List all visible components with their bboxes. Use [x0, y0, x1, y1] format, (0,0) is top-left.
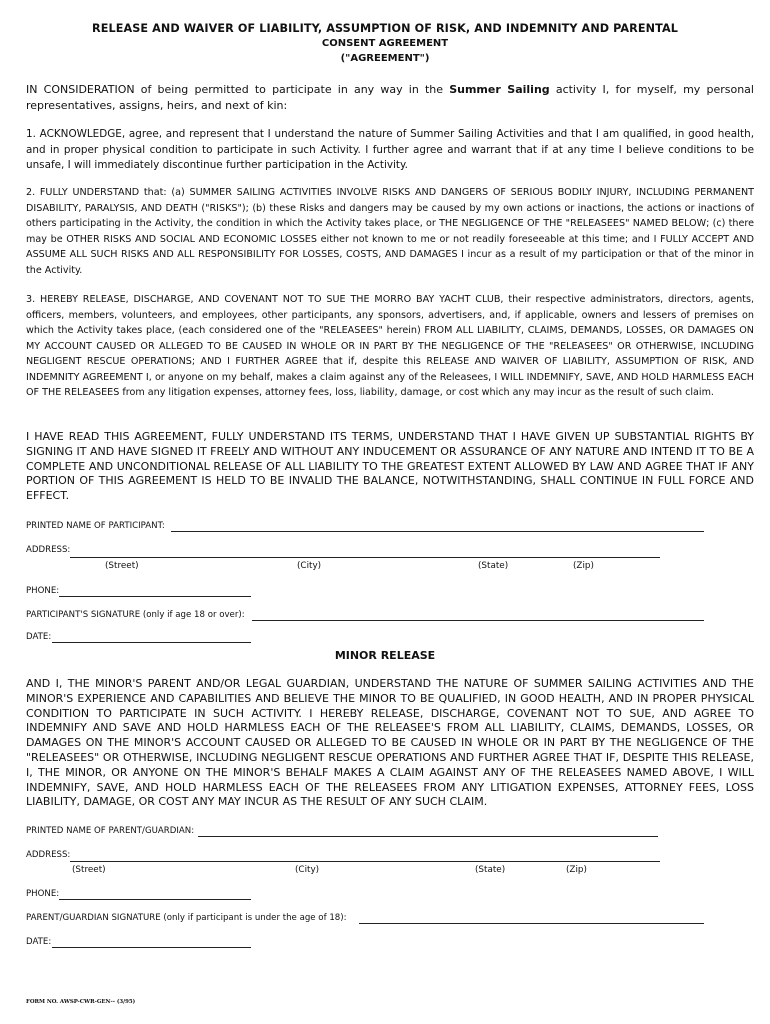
intro-suffix: activity I, for myself, my personal representatives, assigns, heirs, and next of kin:	[26, 83, 754, 112]
participant-name-field[interactable]	[171, 531, 704, 532]
minor-release-paragraph: AND I, THE MINOR'S PARENT AND/OR LEGAL GUARDIAN, UNDERSTAND THE NATURE OF SUMMER SAILING ACTIVITIES AND THE MINOR'S EXPERIENCE AND CAPABILITIES AND BELIEVE THE MINOR TO BE QUALIFIED, IN GOOD HEALTH, AND IN PROPER PHYSICAL CONDITION TO PARTICIPATE IN SUCH ACTIVITY. I HEREBY RELEASE, DISCHARGE, COVENANT NOT TO SUE, AND AGREE TO INDEMNIFY AND SAVE AND HOLD HARMLESS EACH OF THE RELEASEE'S FROM ALL LIABILITY, CLAIMS, DEMANDS, LOSSES, OR DAMAGES ON THE MINOR'S ACCOUNT CAUSED OR ALLEGED TO BE CAUSED IN WHOLE OR IN PART BY THE NEGLIGENCE OF THE "RELEASEES" OR OTHERWISE, INCLUDING NEGLIGENT RESCUE OPERATIONS AND FURTHER AGREE THAT IF, DESPITE THIS RELEASE, I, THE MINOR, OR ANYONE ON THE MINOR'S BEHALF MAKES A CLAIM AGAINST ANY OF THE RELEASEES NAMED ABOVE, I WILL INDEMNIFY, SAVE, AND HOLD HARMLESS EACH OF THE RELEASEES FROM ANY LITIGATION EXPENSES, ATTORNEY FEES, LOSS LIABILITY, DAMAGE, OR COST ANY MAY INCUR AS THE RESULT OF ANY SUCH CLAIM.	[26, 677, 754, 809]
participant-address-field[interactable]	[70, 557, 660, 558]
participant-phone-field[interactable]	[59, 596, 251, 597]
document-short-name: ("AGREEMENT")	[340, 53, 430, 64]
clause-acknowledge: 1. ACKNOWLEDGE, agree, and represent that I understand the nature of Summer Sailing Activities and that I am qualified, in good health, and in proper physical condition to participate in such Activity. I further agree and warrant that if at any time I believe conditions to be unsafe, I will immediately discontinue further participation in the Activity.	[26, 128, 754, 171]
guardian-signature-label: PARENT/GUARDIAN SIGNATURE (only if participant is under the age of 18):	[26, 913, 347, 923]
guardian-phone-field[interactable]	[59, 899, 251, 900]
clause-release: 3. HEREBY RELEASE, DISCHARGE, AND COVENANT NOT TO SUE THE MORRO BAY YACHT CLUB, their respective administrators, directors, agents, officers, members, volunteers, and employees, other participants, any sponsors, advertisers, and, if applicable, owners and lessers of premises on which the Activity takes place, (each considered one of the "RELEASEES" herein) FROM ALL LIABILITY, CLAIMS, DEMANDS, LOSSES, OR DAMAGES ON MY ACCOUNT CAUSED OR ALLEGED TO BE CAUSED IN WHOLE OR IN PART BY THE NEGLIGENCE OF THE "RELEASEES" OR OTHERWISE, INCLUDING NEGLIGENT RESCUE OPERATIONS; AND I FURTHER AGREE that if, despite this RELEASE AND WAIVER OF LIABILITY, ASSUMPTION OF RISK, AND INDEMNITY AGREEMENT I, or anyone on my behalf, makes a claim against any of the Releasees, I WILL INDEMNIFY, SAVE, AND HOLD HARMLESS EACH OF THE RELEASEES from any litigation expenses, attorney fees, loss, liability, damage, or cost which any may incur as the result of such claim.	[26, 294, 754, 398]
participant-name-label: PRINTED NAME OF PARTICIPANT:	[26, 521, 165, 531]
participant-signature-field[interactable]	[252, 620, 704, 621]
document-subtitle: CONSENT AGREEMENT	[321, 38, 449, 49]
guardian-street-caption: (Street)	[72, 865, 106, 875]
participant-date-field[interactable]	[52, 642, 251, 643]
guardian-signature-field[interactable]	[359, 923, 704, 924]
intro-activity: Summer Sailing	[449, 83, 550, 96]
intro-prefix: IN CONSIDERATION of being permitted to participate in any way in the	[26, 83, 450, 96]
guardian-date-label: DATE:	[26, 937, 52, 947]
clause-understand: 2. FULLY UNDERSTAND that: (a) SUMMER SAILING ACTIVITIES INVOLVE RISKS AND DANGERS OF SERIOUS BODILY INJURY, INCLUDING PERMANENT DISABILITY, PARALYSIS, AND DEATH ("RISKS"); (b) these Risks and dangers may be caused by my own actions or inactions, the actions or inactions of others participating in the Activity, the condition in which the Activity takes place, or THE NEGLIGENCE OF THE "RELEASEES" NAMED BELOW; (c) there may be OTHER RISKS AND SOCIAL AND ECONOMIC LOSSES either not known to me or not readily foreseeable at this time; and I FULLY ACCEPT AND ASSUME ALL SUCH RISKS AND ALL RESPONSIBILITY FOR LOSSES, COSTS, AND DAMAGES I incur as a result of my participation or that of the minor in the Activity.	[26, 187, 754, 276]
guardian-name-field[interactable]	[198, 836, 658, 837]
participant-state-caption: (State)	[478, 561, 509, 571]
guardian-phone-label: PHONE:	[26, 889, 60, 899]
guardian-date-field[interactable]	[52, 947, 251, 948]
guardian-address-label: ADDRESS:	[26, 850, 71, 860]
document-title: RELEASE AND WAIVER OF LIABILITY, ASSUMPTION OF RISK, AND INDEMNITY AND PARENTAL	[92, 22, 678, 35]
participant-date-label: DATE:	[26, 632, 52, 642]
participant-zip-caption: (Zip)	[573, 561, 594, 571]
participant-address-label: ADDRESS:	[26, 545, 71, 555]
acknowledgement-paragraph: I HAVE READ THIS AGREEMENT, FULLY UNDERSTAND ITS TERMS, UNDERSTAND THAT I HAVE GIVEN UP SUBSTANTIAL RIGHTS BY SIGNING IT AND HAVE SIGNED IT FREELY AND WITHOUT ANY INDUCEMENT OR ASSURANCE OF ANY NATURE AND INTEND IT TO BE A COMPLETE AND UNCONDITIONAL RELEASE OF ALL LIABILITY TO THE GREATEST EXTENT ALLOWED BY LAW AND AGREE THAT IF ANY PORTION OF THIS AGREEMENT IS HELD TO BE INVALID THE BALANCE, NOTWITHSTANDING, SHALL CONTINUE IN FULL FORCE AND EFFECT.	[26, 430, 754, 503]
guardian-name-label: PRINTED NAME OF PARENT/GUARDIAN:	[26, 826, 195, 836]
guardian-state-caption: (State)	[475, 865, 506, 875]
intro-paragraph	[26, 82, 754, 114]
guardian-city-caption: (City)	[295, 865, 320, 875]
guardian-address-field[interactable]	[70, 861, 660, 862]
form-number: FORM NO. AWSP-CWR-GEN-- (3/95)	[26, 999, 136, 1005]
participant-city-caption: (City)	[297, 561, 322, 571]
participant-street-caption: (Street)	[105, 561, 139, 571]
participant-signature-label: PARTICIPANT'S SIGNATURE (only if age 18 or over):	[26, 610, 245, 620]
guardian-zip-caption: (Zip)	[566, 865, 587, 875]
participant-phone-label: PHONE:	[26, 586, 60, 596]
minor-release-heading: MINOR RELEASE	[334, 649, 436, 662]
